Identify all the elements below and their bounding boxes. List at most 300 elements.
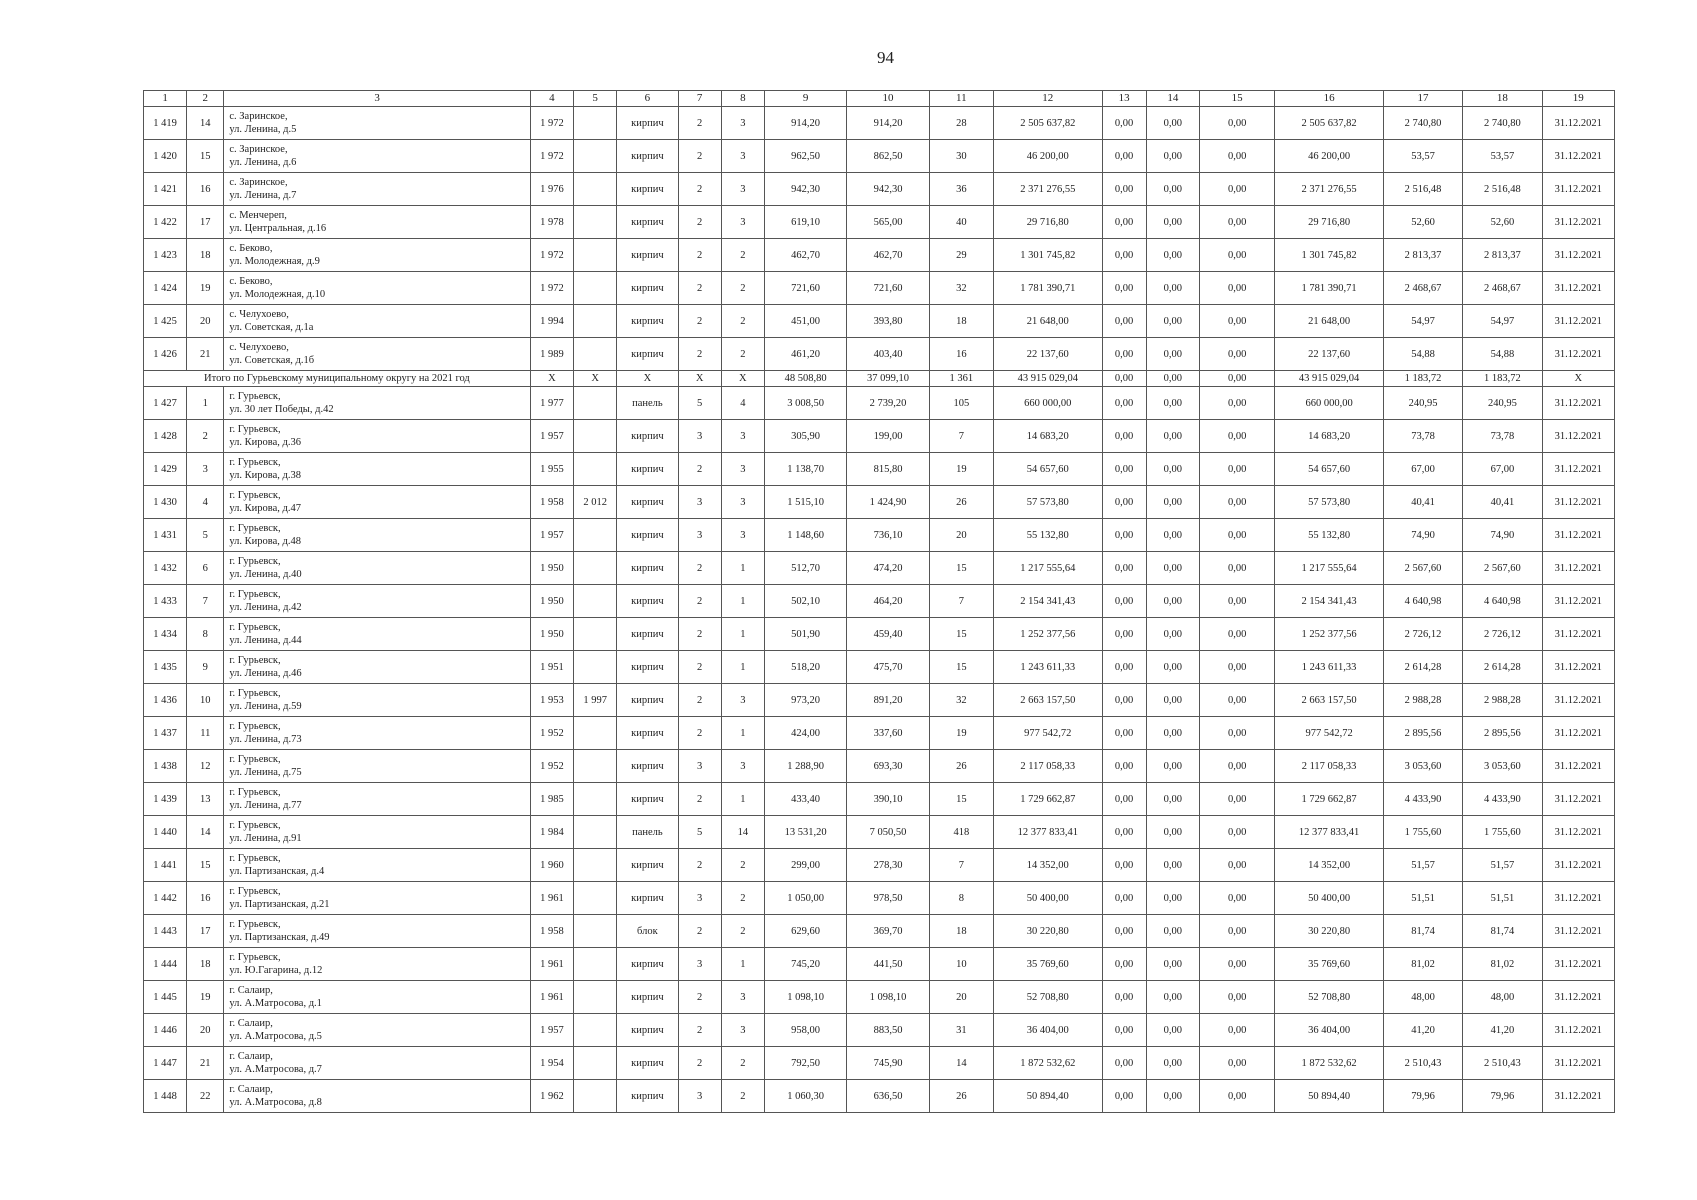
cell-col-15: 0,00: [1199, 420, 1274, 453]
table-row: [144, 750, 1615, 783]
cell-col-10: 1 098,10: [847, 981, 929, 1014]
local-number-cell: 1: [187, 387, 224, 420]
cell-col-5: [574, 915, 617, 948]
cell-col-13: 0,00: [1102, 1014, 1146, 1047]
local-number-cell: 10: [187, 684, 224, 717]
cell-col-15: 0,00: [1199, 585, 1274, 618]
cell-col-17: 81,02: [1383, 948, 1462, 981]
cell-col-9: 461,20: [764, 338, 846, 371]
column-number-cell: 12: [994, 91, 1103, 107]
cell-col-9: 518,20: [764, 651, 846, 684]
address-cell: [224, 420, 530, 453]
address-cell: [224, 486, 530, 519]
cell-col-4: 1 950: [530, 552, 573, 585]
cell-col-14: 0,00: [1146, 783, 1199, 816]
local-number-cell: 18: [187, 239, 224, 272]
column-number-cell: 13: [1102, 91, 1146, 107]
local-number-cell: 11: [187, 717, 224, 750]
cell-col-7: 2: [678, 618, 721, 651]
cell-col-7: 2: [678, 453, 721, 486]
table-row: [144, 552, 1615, 585]
cell-col-4: 1 976: [530, 173, 573, 206]
cell-col-6: кирпич: [617, 140, 678, 173]
cell-col-18: 1 755,60: [1463, 816, 1542, 849]
address-locality: г. Гурьевск,: [229, 754, 281, 765]
local-number-cell: 21: [187, 338, 224, 371]
cell-col-12: 36 404,00: [994, 1014, 1103, 1047]
cell-col-9: 13 531,20: [764, 816, 846, 849]
cell-col-6: кирпич: [617, 651, 678, 684]
cell-col-12: 2 663 157,50: [994, 684, 1103, 717]
cell-col-12: 12 377 833,41: [994, 816, 1103, 849]
cell-col-5: [574, 453, 617, 486]
cell-col-16: 55 132,80: [1275, 519, 1384, 552]
cell-col-16: 29 716,80: [1275, 206, 1384, 239]
cell-col-15: 0,00: [1199, 107, 1274, 140]
cell-col-9: 958,00: [764, 1014, 846, 1047]
cell-col-14: 0,00: [1146, 1014, 1199, 1047]
cell-col-15: 0,00: [1199, 1080, 1274, 1113]
cell-col-17: 1 755,60: [1383, 816, 1462, 849]
cell-col-8: 3: [721, 684, 764, 717]
cell-col-10: 978,50: [847, 882, 929, 915]
cell-col-18: 2 516,48: [1463, 173, 1542, 206]
total-col-5: X: [574, 371, 617, 387]
cell-col-12: 1 729 662,87: [994, 783, 1103, 816]
cell-col-9: 721,60: [764, 272, 846, 305]
cell-col-11: 32: [929, 272, 993, 305]
address-cell: [224, 305, 530, 338]
local-number-cell: 15: [187, 140, 224, 173]
cell-col-5: [574, 981, 617, 1014]
row-number-cell: 1 424: [144, 272, 187, 305]
cell-col-7: 2: [678, 239, 721, 272]
cell-col-18: 54,88: [1463, 338, 1542, 371]
cell-col-6: кирпич: [617, 206, 678, 239]
cell-col-19: 31.12.2021: [1542, 173, 1614, 206]
address-locality: г. Гурьевск,: [229, 886, 281, 897]
cell-col-11: 20: [929, 519, 993, 552]
cell-col-13: 0,00: [1102, 816, 1146, 849]
local-number-cell: 16: [187, 173, 224, 206]
address-cell: [224, 140, 530, 173]
cell-col-14: 0,00: [1146, 948, 1199, 981]
cell-col-17: 48,00: [1383, 981, 1462, 1014]
address-cell: [224, 173, 530, 206]
cell-col-7: 2: [678, 107, 721, 140]
cell-col-19: 31.12.2021: [1542, 239, 1614, 272]
cell-col-16: 36 404,00: [1275, 1014, 1384, 1047]
cell-col-10: 459,40: [847, 618, 929, 651]
cell-col-13: 0,00: [1102, 206, 1146, 239]
cell-col-16: 21 648,00: [1275, 305, 1384, 338]
cell-col-7: 2: [678, 206, 721, 239]
cell-col-10: 862,50: [847, 140, 929, 173]
cell-col-7: 3: [678, 486, 721, 519]
cell-col-19: 31.12.2021: [1542, 816, 1614, 849]
total-row: [144, 371, 1615, 387]
row-number-cell: 1 442: [144, 882, 187, 915]
address-street: ул. Центральная, д.16: [229, 223, 327, 234]
cell-col-10: 2 739,20: [847, 387, 929, 420]
cell-col-18: 40,41: [1463, 486, 1542, 519]
cell-col-15: 0,00: [1199, 173, 1274, 206]
row-number-cell: 1 445: [144, 981, 187, 1014]
cell-col-4: 1 978: [530, 206, 573, 239]
cell-col-14: 0,00: [1146, 585, 1199, 618]
row-number-cell: 1 425: [144, 305, 187, 338]
address-locality: г. Гурьевск,: [229, 721, 281, 732]
cell-col-11: 10: [929, 948, 993, 981]
local-number-cell: 18: [187, 948, 224, 981]
cell-col-9: 451,00: [764, 305, 846, 338]
cell-col-19: 31.12.2021: [1542, 272, 1614, 305]
cell-col-6: кирпич: [617, 486, 678, 519]
cell-col-4: 1 985: [530, 783, 573, 816]
cell-col-16: 1 872 532,62: [1275, 1047, 1384, 1080]
cell-col-5: [574, 552, 617, 585]
cell-col-19: 31.12.2021: [1542, 206, 1614, 239]
address-street: ул. Партизанская, д.4: [229, 866, 325, 877]
address-locality: г. Салаир,: [229, 1084, 273, 1095]
address-street: ул. 30 лет Победы, д.42: [229, 404, 334, 415]
address-cell: [224, 783, 530, 816]
row-number-cell: 1 420: [144, 140, 187, 173]
cell-col-8: 2: [721, 338, 764, 371]
row-number-cell: 1 444: [144, 948, 187, 981]
table-row: [144, 684, 1615, 717]
table-row: [144, 453, 1615, 486]
cell-col-11: 31: [929, 1014, 993, 1047]
table-row: [144, 882, 1615, 915]
cell-col-15: 0,00: [1199, 948, 1274, 981]
cell-col-10: 278,30: [847, 849, 929, 882]
cell-col-18: 2 740,80: [1463, 107, 1542, 140]
column-number-cell: 4: [530, 91, 573, 107]
cell-col-16: 2 371 276,55: [1275, 173, 1384, 206]
address-street: ул. Ленина, д.91: [229, 833, 302, 844]
row-number-cell: 1 447: [144, 1047, 187, 1080]
cell-col-7: 3: [678, 420, 721, 453]
cell-col-7: 2: [678, 684, 721, 717]
cell-col-6: блок: [617, 915, 678, 948]
cell-col-19: 31.12.2021: [1542, 948, 1614, 981]
cell-col-10: 636,50: [847, 1080, 929, 1113]
cell-col-12: 14 352,00: [994, 849, 1103, 882]
cell-col-15: 0,00: [1199, 1047, 1274, 1080]
row-number-cell: 1 443: [144, 915, 187, 948]
cell-col-7: 3: [678, 882, 721, 915]
cell-col-5: [574, 338, 617, 371]
cell-col-4: 1 954: [530, 1047, 573, 1080]
cell-col-11: 15: [929, 651, 993, 684]
cell-col-4: 1 958: [530, 915, 573, 948]
row-number-cell: 1 429: [144, 453, 187, 486]
address-locality: г. Гурьевск,: [229, 787, 281, 798]
table-row: [144, 305, 1615, 338]
total-col-6: X: [617, 371, 678, 387]
cell-col-5: [574, 206, 617, 239]
address-cell: [224, 272, 530, 305]
cell-col-14: 0,00: [1146, 882, 1199, 915]
cell-col-7: 2: [678, 849, 721, 882]
address-street: ул. Ленина, д.77: [229, 800, 302, 811]
cell-col-19: 31.12.2021: [1542, 651, 1614, 684]
table-row: [144, 519, 1615, 552]
row-number-cell: 1 438: [144, 750, 187, 783]
row-number-cell: 1 426: [144, 338, 187, 371]
column-number-cell: 11: [929, 91, 993, 107]
cell-col-11: 28: [929, 107, 993, 140]
cell-col-5: [574, 140, 617, 173]
cell-col-8: 2: [721, 882, 764, 915]
cell-col-6: кирпич: [617, 420, 678, 453]
table-row: [144, 140, 1615, 173]
cell-col-4: 1 977: [530, 387, 573, 420]
cell-col-18: 2 510,43: [1463, 1047, 1542, 1080]
cell-col-5: [574, 1080, 617, 1113]
cell-col-19: 31.12.2021: [1542, 717, 1614, 750]
table-row: [144, 585, 1615, 618]
address-street: ул. А.Матросова, д.7: [229, 1064, 322, 1075]
cell-col-15: 0,00: [1199, 981, 1274, 1014]
cell-col-6: кирпич: [617, 453, 678, 486]
cell-col-16: 30 220,80: [1275, 915, 1384, 948]
cell-col-12: 1 252 377,56: [994, 618, 1103, 651]
cell-col-17: 2 895,56: [1383, 717, 1462, 750]
cell-col-5: [574, 618, 617, 651]
cell-col-4: 1 951: [530, 651, 573, 684]
cell-col-9: 1 060,30: [764, 1080, 846, 1113]
cell-col-16: 14 352,00: [1275, 849, 1384, 882]
cell-col-5: [574, 849, 617, 882]
cell-col-4: 1 960: [530, 849, 573, 882]
cell-col-15: 0,00: [1199, 453, 1274, 486]
address-locality: г. Гурьевск,: [229, 457, 281, 468]
cell-col-8: 3: [721, 107, 764, 140]
cell-col-14: 0,00: [1146, 453, 1199, 486]
address-street: ул. Ленина, д.7: [229, 190, 297, 201]
cell-col-11: 418: [929, 816, 993, 849]
cell-col-13: 0,00: [1102, 272, 1146, 305]
cell-col-11: 40: [929, 206, 993, 239]
cell-col-12: 55 132,80: [994, 519, 1103, 552]
address-street: ул. А.Матросова, д.8: [229, 1097, 322, 1108]
cell-col-8: 3: [721, 453, 764, 486]
cell-col-16: 1 301 745,82: [1275, 239, 1384, 272]
cell-col-4: 1 957: [530, 519, 573, 552]
cell-col-4: 1 994: [530, 305, 573, 338]
address-street: ул. Советская, д.1а: [229, 322, 314, 333]
address-street: ул. Ленина, д.59: [229, 701, 302, 712]
cell-col-12: 57 573,80: [994, 486, 1103, 519]
cell-col-8: 3: [721, 173, 764, 206]
cell-col-13: 0,00: [1102, 585, 1146, 618]
cell-col-13: 0,00: [1102, 651, 1146, 684]
cell-col-12: 30 220,80: [994, 915, 1103, 948]
address-cell: [224, 519, 530, 552]
total-col-8: X: [721, 371, 764, 387]
cell-col-5: [574, 783, 617, 816]
column-number-cell: 9: [764, 91, 846, 107]
cell-col-9: 462,70: [764, 239, 846, 272]
address-street: ул. Ленина, д.42: [229, 602, 302, 613]
local-number-cell: 14: [187, 107, 224, 140]
address-cell: [224, 239, 530, 272]
row-number-cell: 1 419: [144, 107, 187, 140]
cell-col-6: кирпич: [617, 173, 678, 206]
cell-col-14: 0,00: [1146, 387, 1199, 420]
cell-col-5: [574, 882, 617, 915]
cell-col-7: 3: [678, 948, 721, 981]
cell-col-11: 7: [929, 420, 993, 453]
address-cell: [224, 618, 530, 651]
row-number-cell: 1 434: [144, 618, 187, 651]
address-locality: с. Менчереп,: [229, 210, 287, 221]
address-locality: г. Гурьевск,: [229, 622, 281, 633]
cell-col-5: [574, 305, 617, 338]
row-number-cell: 1 432: [144, 552, 187, 585]
column-number-header-row: [144, 91, 1615, 107]
cell-col-9: 3 008,50: [764, 387, 846, 420]
cell-col-18: 41,20: [1463, 1014, 1542, 1047]
cell-col-11: 32: [929, 684, 993, 717]
table-row: [144, 272, 1615, 305]
cell-col-15: 0,00: [1199, 816, 1274, 849]
row-number-cell: 1 431: [144, 519, 187, 552]
table-row: [144, 1047, 1615, 1080]
local-number-cell: 7: [187, 585, 224, 618]
cell-col-9: 433,40: [764, 783, 846, 816]
cell-col-13: 0,00: [1102, 1080, 1146, 1113]
local-number-cell: 2: [187, 420, 224, 453]
address-cell: [224, 453, 530, 486]
cell-col-5: [574, 519, 617, 552]
cell-col-10: 441,50: [847, 948, 929, 981]
cell-col-19: 31.12.2021: [1542, 486, 1614, 519]
cell-col-12: 1 301 745,82: [994, 239, 1103, 272]
total-col-11: 1 361: [929, 371, 993, 387]
local-number-cell: 20: [187, 305, 224, 338]
column-number-cell: 6: [617, 91, 678, 107]
cell-col-15: 0,00: [1199, 1014, 1274, 1047]
cell-col-8: 3: [721, 750, 764, 783]
column-number-cell: 3: [224, 91, 530, 107]
cell-col-17: 4 640,98: [1383, 585, 1462, 618]
cell-col-10: 474,20: [847, 552, 929, 585]
cell-col-4: 1 950: [530, 585, 573, 618]
table-row: [144, 206, 1615, 239]
cell-col-13: 0,00: [1102, 750, 1146, 783]
cell-col-6: кирпич: [617, 305, 678, 338]
cell-col-8: 2: [721, 915, 764, 948]
cell-col-12: 1 872 532,62: [994, 1047, 1103, 1080]
cell-col-4: 1 957: [530, 1014, 573, 1047]
cell-col-17: 54,88: [1383, 338, 1462, 371]
cell-col-9: 792,50: [764, 1047, 846, 1080]
cell-col-9: 502,10: [764, 585, 846, 618]
cell-col-6: панель: [617, 387, 678, 420]
cell-col-11: 26: [929, 1080, 993, 1113]
address-cell: [224, 387, 530, 420]
cell-col-19: 31.12.2021: [1542, 882, 1614, 915]
cell-col-4: 1 972: [530, 239, 573, 272]
local-number-cell: 19: [187, 981, 224, 1014]
cell-col-12: 22 137,60: [994, 338, 1103, 371]
cell-col-4: 1 961: [530, 981, 573, 1014]
cell-col-7: 3: [678, 519, 721, 552]
table-row: [144, 173, 1615, 206]
cell-col-16: 977 542,72: [1275, 717, 1384, 750]
cell-col-16: 1 781 390,71: [1275, 272, 1384, 305]
cell-col-11: 26: [929, 486, 993, 519]
cell-col-7: 2: [678, 1014, 721, 1047]
cell-col-14: 0,00: [1146, 239, 1199, 272]
cell-col-12: 2 371 276,55: [994, 173, 1103, 206]
cell-col-7: 2: [678, 1047, 721, 1080]
cell-col-18: 3 053,60: [1463, 750, 1542, 783]
cell-col-19: 31.12.2021: [1542, 684, 1614, 717]
cell-col-13: 0,00: [1102, 948, 1146, 981]
cell-col-15: 0,00: [1199, 684, 1274, 717]
cell-col-18: 52,60: [1463, 206, 1542, 239]
cell-col-6: кирпич: [617, 272, 678, 305]
cell-col-13: 0,00: [1102, 453, 1146, 486]
cell-col-13: 0,00: [1102, 882, 1146, 915]
address-cell: [224, 750, 530, 783]
row-number-cell: 1 441: [144, 849, 187, 882]
cell-col-10: 393,80: [847, 305, 929, 338]
address-cell: [224, 338, 530, 371]
cell-col-6: кирпич: [617, 849, 678, 882]
local-number-cell: 4: [187, 486, 224, 519]
address-locality: с. Заринское,: [229, 144, 288, 155]
cell-col-10: 1 424,90: [847, 486, 929, 519]
cell-col-12: 1 781 390,71: [994, 272, 1103, 305]
cell-col-17: 2 567,60: [1383, 552, 1462, 585]
column-number-cell: 17: [1383, 91, 1462, 107]
cell-col-18: 48,00: [1463, 981, 1542, 1014]
cell-col-18: 4 433,90: [1463, 783, 1542, 816]
cell-col-10: 815,80: [847, 453, 929, 486]
cell-col-10: 403,40: [847, 338, 929, 371]
column-number-cell: 2: [187, 91, 224, 107]
address-street: ул. Кирова, д.38: [229, 470, 301, 481]
cell-col-12: 21 648,00: [994, 305, 1103, 338]
cell-col-6: панель: [617, 816, 678, 849]
cell-col-4: 1 955: [530, 453, 573, 486]
table-row: [144, 387, 1615, 420]
cell-col-5: [574, 107, 617, 140]
cell-col-9: 305,90: [764, 420, 846, 453]
cell-col-9: 1 515,10: [764, 486, 846, 519]
local-number-cell: 21: [187, 1047, 224, 1080]
cell-col-8: 1: [721, 717, 764, 750]
cell-col-14: 0,00: [1146, 750, 1199, 783]
cell-col-6: кирпич: [617, 585, 678, 618]
cell-col-12: 2 117 058,33: [994, 750, 1103, 783]
cell-col-4: 1 961: [530, 882, 573, 915]
column-number-cell: 16: [1275, 91, 1384, 107]
address-street: ул. А.Матросова, д.1: [229, 998, 322, 1009]
cell-col-14: 0,00: [1146, 140, 1199, 173]
cell-col-18: 51,57: [1463, 849, 1542, 882]
address-cell: [224, 816, 530, 849]
cell-col-8: 1: [721, 651, 764, 684]
cell-col-14: 0,00: [1146, 206, 1199, 239]
cell-col-11: 15: [929, 552, 993, 585]
cell-col-11: 30: [929, 140, 993, 173]
